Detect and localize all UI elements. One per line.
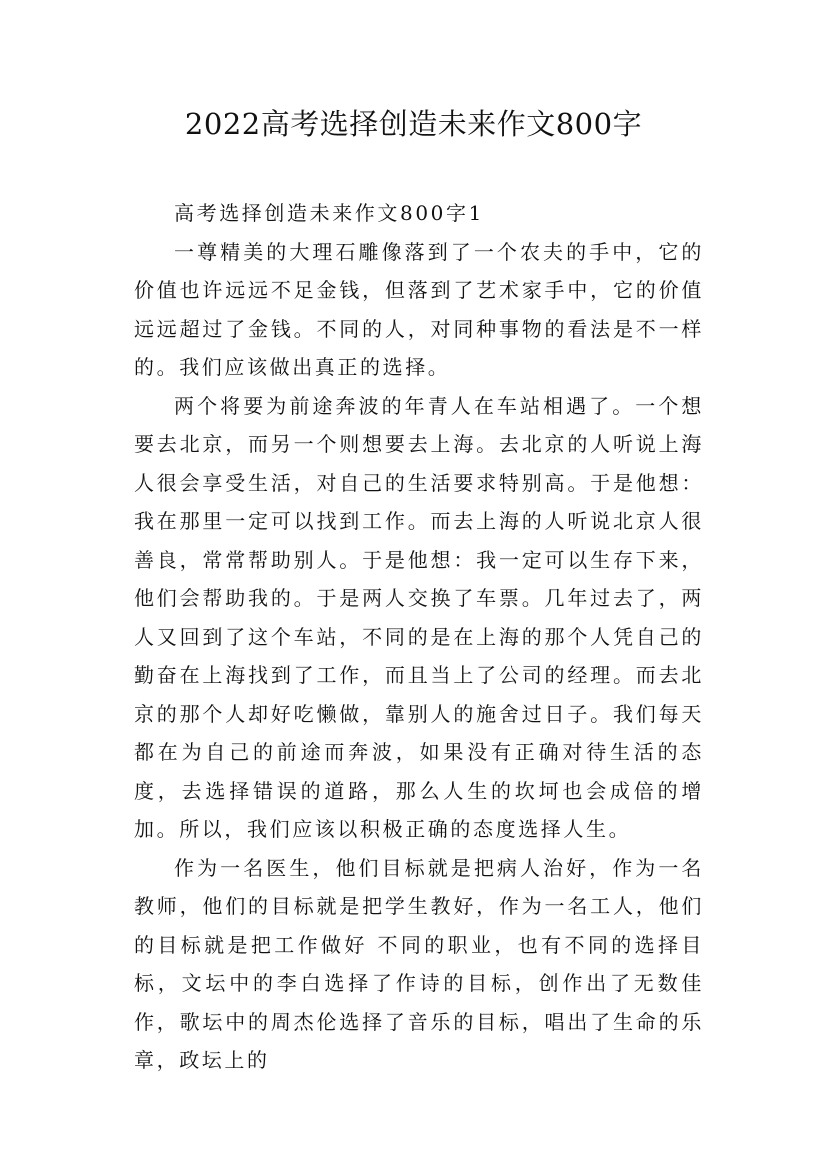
essay-body <box>134 194 704 1080</box>
essay-paragraph-3: 作为一名医生，他们目标就是把病人治好，作为一名教师，他们的目标就是把学生教好，作为一名工人，他们的目标就是把工作做好 不同的职业，也有不同的选择目标，文坛中的李白选择了作诗的目标，创作出了无数佳作，歌坛中的周杰伦选择了音乐的目标，唱出了生命的乐章，政坛上的 <box>134 855 704 1072</box>
essay-paragraph-1: 一尊精美的大理石雕像落到了一个农夫的手中，它的价值也许远远不足金钱，但落到了艺术家手中，它的价值远远超过了金钱。不同的人，对同种事物的看法是不一样的。我们应该做出真正的选择。 <box>134 239 704 379</box>
essay-paragraph-2: 两个将要为前途奔波的年青人在车站相遇了。一个想要去北京，而另一个则想要去上海。去北京的人听说上海人很会享受生活，对自己的生活要求特别高。于是他想：我在那里一定可以找到工作。而去上海的人听说北京人很善良，常常帮助别人。于是他想：我一定可以生存下来，他们会帮助我的。于是两人交换了车票。几年过去了，两人又回到了这个车站，不同的是在上海的那个人凭自己的勤奋在上海找到了工作，而且当上了公司的经理。而去北京的那个人却好吃懒做，靠别人的施舍过日子。我们每天都在为自己的前途而奔波，如果没有正确对待生活的态度，去选择错误的道路，那么人生的坎坷也会成倍的增加。所以，我们应该以积极正确的态度选择人生。 <box>134 393 704 841</box>
essay-subtitle: 高考选择创造未来作文800字1 <box>174 201 484 225</box>
document-title: 2022高考选择创造未来作文800字 <box>184 107 643 141</box>
